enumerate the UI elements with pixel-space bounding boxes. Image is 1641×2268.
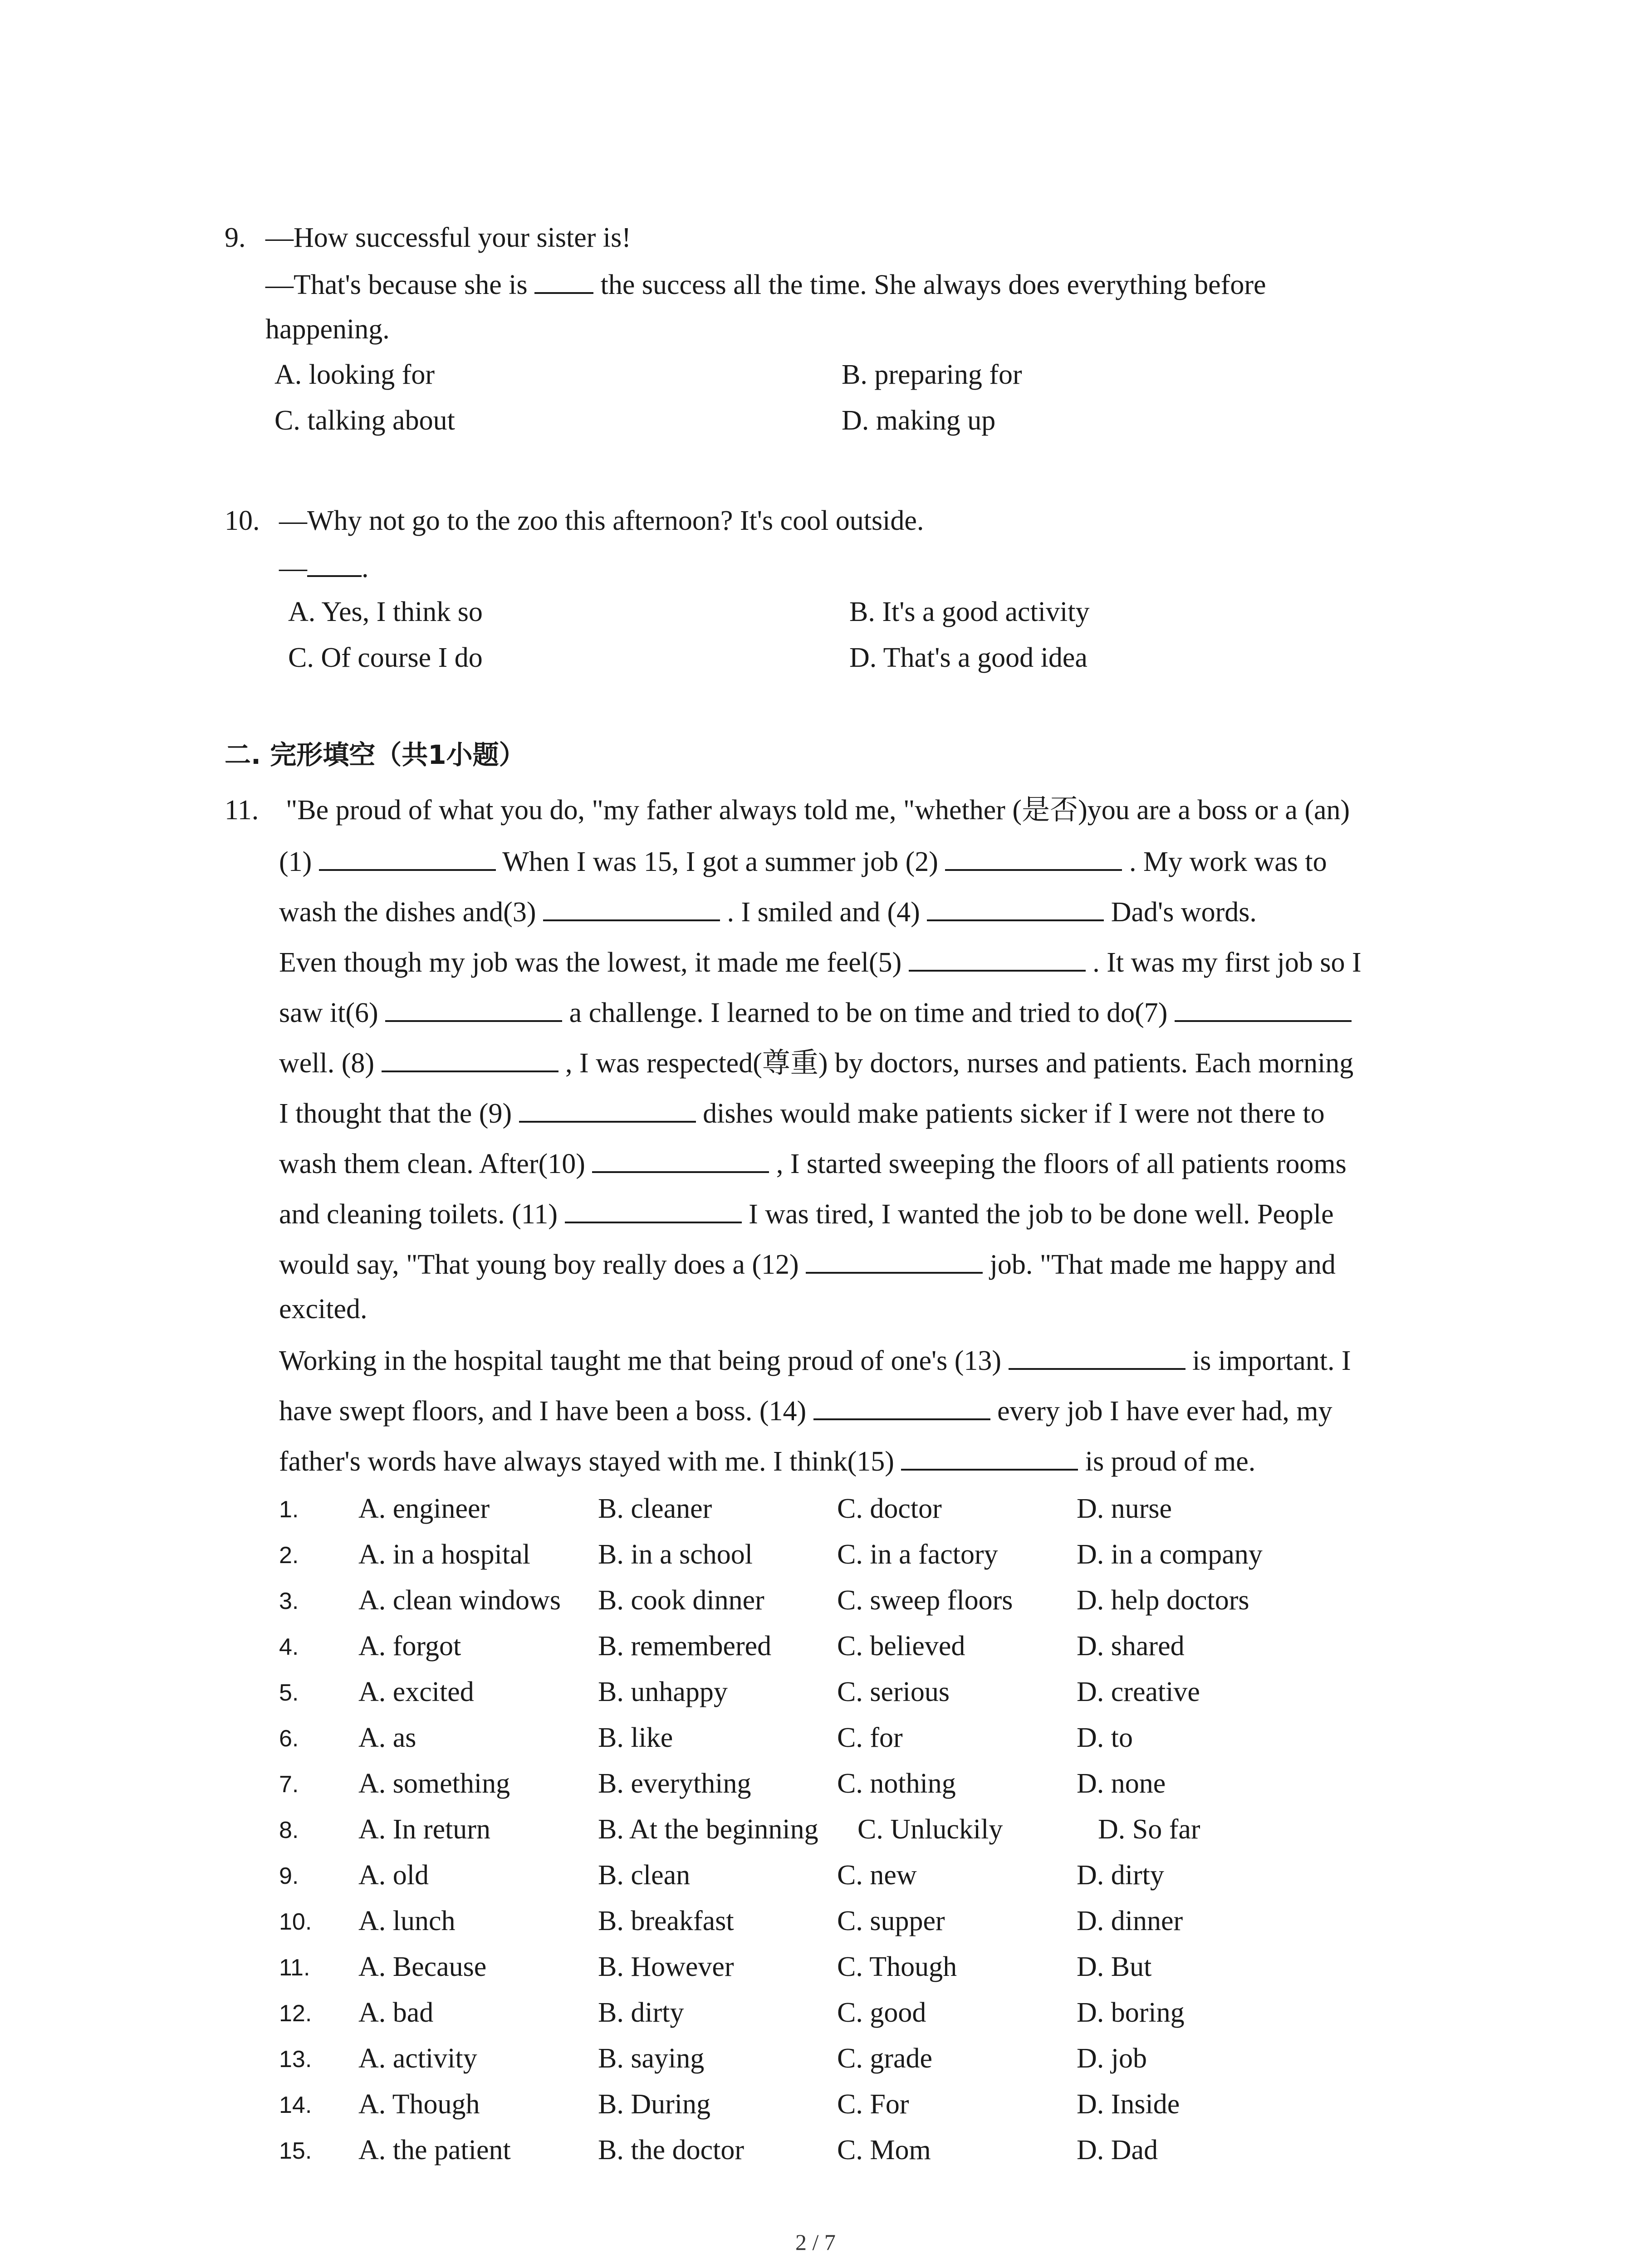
opt-row-number: 1.	[279, 1496, 299, 1523]
opt-d: D. job	[1077, 2043, 1147, 2074]
opt-c: C. For	[837, 2089, 909, 2120]
opt-row-number: 2.	[279, 1542, 299, 1569]
opt-d: D. nurse	[1077, 1493, 1172, 1524]
q11-line-6	[279, 1048, 1353, 1077]
opt-d: D. shared	[1077, 1631, 1185, 1662]
q11-line-9	[279, 1199, 1334, 1228]
q10-line1: —Why not go to the zoo this afternoon? It's cool outside.	[279, 505, 924, 536]
passage-text: would say, "That young boy really does a (12)	[279, 1249, 799, 1280]
passage-text: is proud of me.	[1085, 1446, 1256, 1477]
opt-b: B. like	[598, 1722, 673, 1753]
opt-row-number: 13.	[279, 2046, 312, 2072]
opt-c: C. Unluckily	[857, 1814, 1003, 1845]
blank-6	[385, 997, 562, 1022]
opt-b: B. breakfast	[598, 1906, 734, 1936]
opt-a: A. In return	[358, 1814, 490, 1845]
q10-number: 10.	[225, 505, 260, 536]
passage-text: Working in the hospital taught me that being proud of one's (13)	[279, 1345, 1002, 1376]
q11-line-1: "Be proud of what you do, "my father always told me, "whether (是否)you are a boss or a (an)	[286, 795, 1350, 826]
q11-line-5	[279, 997, 1352, 1027]
opt-b: B. cleaner	[598, 1493, 712, 1524]
passage-text: . It was my first job so I	[1092, 947, 1362, 978]
opt-row-number: 12.	[279, 2000, 312, 2027]
q10-option-b: B. It's a good activity	[849, 596, 1090, 627]
opt-b: B. clean	[598, 1860, 691, 1891]
q9-line3: happening.	[265, 314, 390, 345]
opt-c: C. Though	[837, 1951, 957, 1982]
blank-15	[901, 1446, 1078, 1471]
opt-d: D. in a company	[1077, 1539, 1263, 1570]
opt-c: C. supper	[837, 1906, 945, 1936]
q9-line2-pre: —That's because she is	[265, 269, 528, 300]
opt-c: C. new	[837, 1860, 917, 1891]
opt-a: A. Though	[358, 2089, 480, 2120]
opt-d: D. But	[1077, 1951, 1152, 1982]
opt-d: D. help doctors	[1077, 1585, 1249, 1616]
opt-d: D. dirty	[1077, 1860, 1164, 1891]
passage-text: every job I have ever had, my	[997, 1396, 1332, 1427]
opt-row-number: 6.	[279, 1725, 299, 1752]
q9-option-b: B. preparing for	[842, 359, 1022, 390]
opt-c: C. in a factory	[837, 1539, 998, 1570]
opt-a: A. in a hospital	[358, 1539, 530, 1570]
q9-line2	[265, 269, 1266, 299]
opt-c: C. grade	[837, 2043, 933, 2074]
opt-c: C. for	[837, 1722, 903, 1753]
opt-row-number: 7.	[279, 1771, 299, 1798]
q10-line2-post: .	[362, 552, 369, 583]
opt-b: B. cook dinner	[598, 1585, 764, 1616]
passage-text: (1)	[279, 846, 312, 877]
q11-line-13	[279, 1396, 1332, 1425]
opt-b: B. unhappy	[598, 1677, 728, 1707]
opt-b: B. remembered	[598, 1631, 772, 1662]
blank-10	[592, 1149, 769, 1173]
q10-line2-pre: —	[279, 552, 307, 583]
blank-4	[927, 897, 1104, 921]
q11-line-10	[279, 1249, 1336, 1279]
opt-a: A. excited	[358, 1677, 474, 1707]
blank-13	[1009, 1345, 1185, 1370]
passage-text: , I was respected(尊重) by doctors, nurses and patients. Each morning	[565, 1048, 1354, 1079]
opt-c: C. believed	[837, 1631, 965, 1662]
passage-text: have swept floors, and I have been a boss. (14)	[279, 1396, 807, 1427]
blank-8	[382, 1048, 558, 1072]
opt-row-number: 3.	[279, 1588, 299, 1614]
opt-d: D. boring	[1077, 1997, 1185, 2028]
opt-a: A. Because	[358, 1951, 487, 1982]
opt-b: B. During	[598, 2089, 710, 2120]
passage-text: wash the dishes and(3)	[279, 897, 536, 928]
passage-text: , I started sweeping the floors of all patients rooms	[776, 1149, 1347, 1179]
page-number: 2 / 7	[795, 2229, 836, 2255]
passage-text: I thought that the (9)	[279, 1098, 512, 1129]
opt-d: D. Inside	[1077, 2089, 1180, 2120]
passage-text: father's words have always stayed with me. I think(15)	[279, 1446, 894, 1477]
blank-1	[319, 846, 496, 871]
opt-d: D. Dad	[1077, 2135, 1158, 2165]
opt-c: C. nothing	[837, 1768, 956, 1799]
passage-text: Dad's words.	[1111, 897, 1257, 928]
q9-number: 9.	[225, 222, 246, 253]
opt-d: D. creative	[1077, 1677, 1200, 1707]
q11-line-4	[279, 947, 1362, 977]
passage-text: a challenge. I learned to be on time and tried to do(7)	[569, 997, 1168, 1028]
passage-text: dishes would make patients sicker if I were not there to	[703, 1098, 1325, 1129]
opt-row-number: 11.	[279, 1955, 310, 1981]
section2-title: 二. 完形填空（共1小题）	[225, 739, 525, 770]
passage-text: When I was 15, I got a summer job (2)	[502, 846, 938, 877]
q11-number: 11.	[225, 795, 259, 826]
blank-14	[813, 1396, 990, 1420]
passage-text: well. (8)	[279, 1048, 375, 1079]
opt-c: C. Mom	[837, 2135, 931, 2165]
opt-c: C. sweep floors	[837, 1585, 1013, 1616]
q9-blank	[534, 269, 593, 294]
passage-text: I was tired, I wanted the job to be done well. People	[749, 1199, 1334, 1230]
opt-row-number: 9.	[279, 1863, 299, 1889]
opt-a: A. old	[358, 1860, 429, 1891]
blank-9	[519, 1098, 696, 1123]
q9-line1: —How successful your sister is!	[265, 222, 631, 253]
q11-line-8	[279, 1149, 1347, 1178]
passage-text: Even though my job was the lowest, it made me feel(5)	[279, 947, 902, 978]
q11-line-2	[279, 846, 1327, 876]
blank-12	[806, 1249, 983, 1274]
q9-option-a: A. looking for	[274, 359, 435, 390]
opt-c: C. good	[837, 1997, 926, 2028]
q10-option-c: C. Of course I do	[288, 642, 483, 673]
q9-line2-post: the success all the time. She always does everything before	[600, 269, 1266, 300]
opt-a: A. engineer	[358, 1493, 490, 1524]
q11-line-14	[279, 1446, 1255, 1476]
opt-row-number: 15.	[279, 2138, 312, 2164]
q9-option-c: C. talking about	[274, 405, 455, 436]
opt-a: A. something	[358, 1768, 510, 1799]
q11-line-7	[279, 1098, 1325, 1128]
opt-c: C. serious	[837, 1677, 950, 1707]
opt-row-number: 10.	[279, 1909, 312, 1935]
passage-text: and cleaning toilets. (11)	[279, 1199, 558, 1230]
q10-option-a: A. Yes, I think so	[288, 596, 483, 627]
opt-a: A. lunch	[358, 1906, 456, 1936]
passage-text: is important. I	[1192, 1345, 1351, 1376]
q11-line-11: excited.	[279, 1294, 367, 1325]
opt-row-number: 14.	[279, 2092, 312, 2118]
opt-a: A. the patient	[358, 2135, 511, 2165]
q11-line-12	[279, 1345, 1351, 1375]
passage-text: wash them clean. After(10)	[279, 1149, 585, 1179]
opt-c: C. doctor	[837, 1493, 942, 1524]
q10-option-d: D. That's a good idea	[849, 642, 1087, 673]
passage-text: . My work was to	[1129, 846, 1327, 877]
opt-a: A. as	[358, 1722, 416, 1753]
opt-b: B. dirty	[598, 1997, 684, 2028]
opt-b: B. However	[598, 1951, 734, 1982]
q9-option-d: D. making up	[842, 405, 996, 436]
blank-2	[945, 846, 1122, 871]
q10-blank	[307, 552, 362, 577]
opt-d: D. So far	[1098, 1814, 1200, 1845]
opt-a: A. clean windows	[358, 1585, 561, 1616]
opt-b: B. everything	[598, 1768, 751, 1799]
opt-b: B. in a school	[598, 1539, 753, 1570]
q10-line2	[279, 552, 369, 582]
opt-row-number: 5.	[279, 1680, 299, 1706]
blank-7	[1175, 997, 1352, 1022]
q11-line-3	[279, 897, 1257, 926]
opt-b: B. At the beginning	[598, 1814, 818, 1845]
blank-5	[909, 947, 1086, 972]
opt-a: A. activity	[358, 2043, 477, 2074]
blank-3	[543, 897, 720, 921]
opt-d: D. none	[1077, 1768, 1166, 1799]
opt-a: A. bad	[358, 1997, 434, 2028]
opt-d: D. to	[1077, 1722, 1133, 1753]
opt-d: D. dinner	[1077, 1906, 1183, 1936]
opt-b: B. the doctor	[598, 2135, 744, 2165]
blank-11	[565, 1199, 742, 1223]
opt-row-number: 4.	[279, 1634, 299, 1660]
passage-text: saw it(6)	[279, 997, 378, 1028]
opt-a: A. forgot	[358, 1631, 461, 1662]
opt-row-number: 8.	[279, 1817, 299, 1843]
passage-text: . I smiled and (4)	[727, 897, 920, 928]
opt-b: B. saying	[598, 2043, 705, 2074]
passage-text: job. "That made me happy and	[989, 1249, 1336, 1280]
